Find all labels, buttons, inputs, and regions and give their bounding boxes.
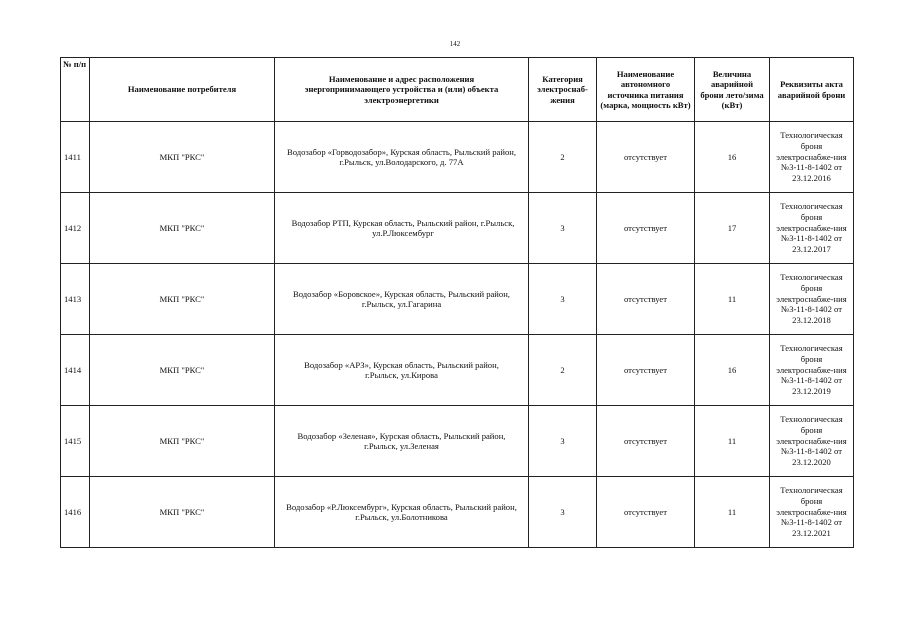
row-address xyxy=(275,122,529,193)
row-consumer: МКП "РКС" xyxy=(90,193,275,264)
row-act-text: Технологическая броня электроснабже-ния №3-11-8-1402 от 23.12.2018 xyxy=(776,271,847,326)
row-address xyxy=(275,193,529,264)
row-act xyxy=(770,264,854,335)
header-consumer: Наименование потребителя xyxy=(90,58,275,122)
row-number: 1412 xyxy=(61,193,90,264)
row-act-text: Технологическая броня электроснабже-ния №3-11-8-1402 от 23.12.2021 xyxy=(776,484,847,539)
row-consumer: МКП "РКС" xyxy=(90,406,275,477)
header-autonomous-source-text: Наименование автономного источника питания (марка, мощность кВт) xyxy=(600,68,691,110)
row-reserve: 11 xyxy=(695,264,770,335)
row-address-text: Водозабор «Р.Люксембург», Курская область, Рыльский район, г.Рыльск, ул.Болотникова xyxy=(286,501,517,522)
row-source: отсутствует xyxy=(597,264,695,335)
row-consumer: МКП "РКС" xyxy=(90,264,275,335)
header-category-text: Категория электроснаб-жения xyxy=(537,73,588,105)
row-source: отсутствует xyxy=(597,477,695,548)
table-row xyxy=(61,335,854,406)
row-address xyxy=(275,335,529,406)
row-address xyxy=(275,264,529,335)
row-number: 1416 xyxy=(61,477,90,548)
row-reserve: 11 xyxy=(695,406,770,477)
row-category: 2 xyxy=(529,335,597,406)
row-source: отсутствует xyxy=(597,193,695,264)
row-act-text: Технологическая броня электроснабже-ния №3-11-8-1402 от 23.12.2017 xyxy=(776,200,847,255)
row-address-text: Водозабор «Горводозабор», Курская область, Рыльский район, г.Рыльск, ул.Володарского, д. 77А xyxy=(286,146,516,167)
page-number: 142 xyxy=(449,40,461,48)
row-consumer: МКП "РКС" xyxy=(90,122,275,193)
table-header-row xyxy=(61,58,854,122)
row-reserve: 16 xyxy=(695,335,770,406)
header-number: № п/п xyxy=(61,58,90,122)
table-row xyxy=(61,193,854,264)
row-category: 3 xyxy=(529,264,597,335)
row-act xyxy=(770,477,854,548)
table-row xyxy=(61,122,854,193)
row-source: отсутствует xyxy=(597,122,695,193)
row-category: 3 xyxy=(529,406,597,477)
row-consumer: МКП "РКС" xyxy=(90,335,275,406)
table-row xyxy=(61,477,854,548)
row-address xyxy=(275,406,529,477)
row-act xyxy=(770,406,854,477)
header-act-details-text: Реквизиты акта аварийной брони xyxy=(777,79,846,100)
row-category: 3 xyxy=(529,477,597,548)
row-category: 3 xyxy=(529,193,597,264)
row-category: 2 xyxy=(529,122,597,193)
reserve-table xyxy=(60,57,854,548)
row-act-text: Технологическая броня электроснабже-ния №3-11-8-1402 от 23.12.2016 xyxy=(776,129,847,184)
row-address-text: Водозабор «АРЗ», Курская область, Рыльский район, г.Рыльск, ул.Кирова xyxy=(304,359,499,380)
row-reserve: 17 xyxy=(695,193,770,264)
row-reserve: 16 xyxy=(695,122,770,193)
row-number: 1413 xyxy=(61,264,90,335)
row-number: 1411 xyxy=(61,122,90,193)
row-source: отсутствует xyxy=(597,406,695,477)
header-act-details xyxy=(770,58,854,122)
header-autonomous-source xyxy=(597,58,695,122)
header-address-text: Наименование и адрес расположения энергопринимающего устройства и (или) объекта электроэнергетики xyxy=(304,73,499,105)
row-address-text: Водозабор РТП, Курская область, Рыльский район, г.Рыльск, ул.Р.Люксембург xyxy=(291,217,515,238)
row-act-text: Технологическая броня электроснабже-ния №3-11-8-1402 от 23.12.2020 xyxy=(776,413,847,468)
row-address-text: Водозабор «Боровское», Курская область, Рыльский район, г.Рыльск, ул.Гагарина xyxy=(293,288,510,309)
row-address-text: Водозабор «Зеленая», Курская область, Рыльский район, г.Рыльск, ул.Зеленая xyxy=(297,430,506,451)
row-act-text: Технологическая броня электроснабже-ния №3-11-8-1402 от 23.12.2019 xyxy=(776,342,847,397)
row-consumer: МКП "РКС" xyxy=(90,477,275,548)
row-address xyxy=(275,477,529,548)
header-reserve-value-text: Величина аварийной брони лето/зима (кВт) xyxy=(700,68,764,110)
header-address xyxy=(275,58,529,122)
header-reserve-value xyxy=(695,58,770,122)
row-act xyxy=(770,122,854,193)
table-row xyxy=(61,406,854,477)
row-number: 1414 xyxy=(61,335,90,406)
row-source: отсутствует xyxy=(597,335,695,406)
row-reserve: 11 xyxy=(695,477,770,548)
row-act xyxy=(770,335,854,406)
table-row xyxy=(61,264,854,335)
header-category xyxy=(529,58,597,122)
row-number: 1415 xyxy=(61,406,90,477)
row-act xyxy=(770,193,854,264)
